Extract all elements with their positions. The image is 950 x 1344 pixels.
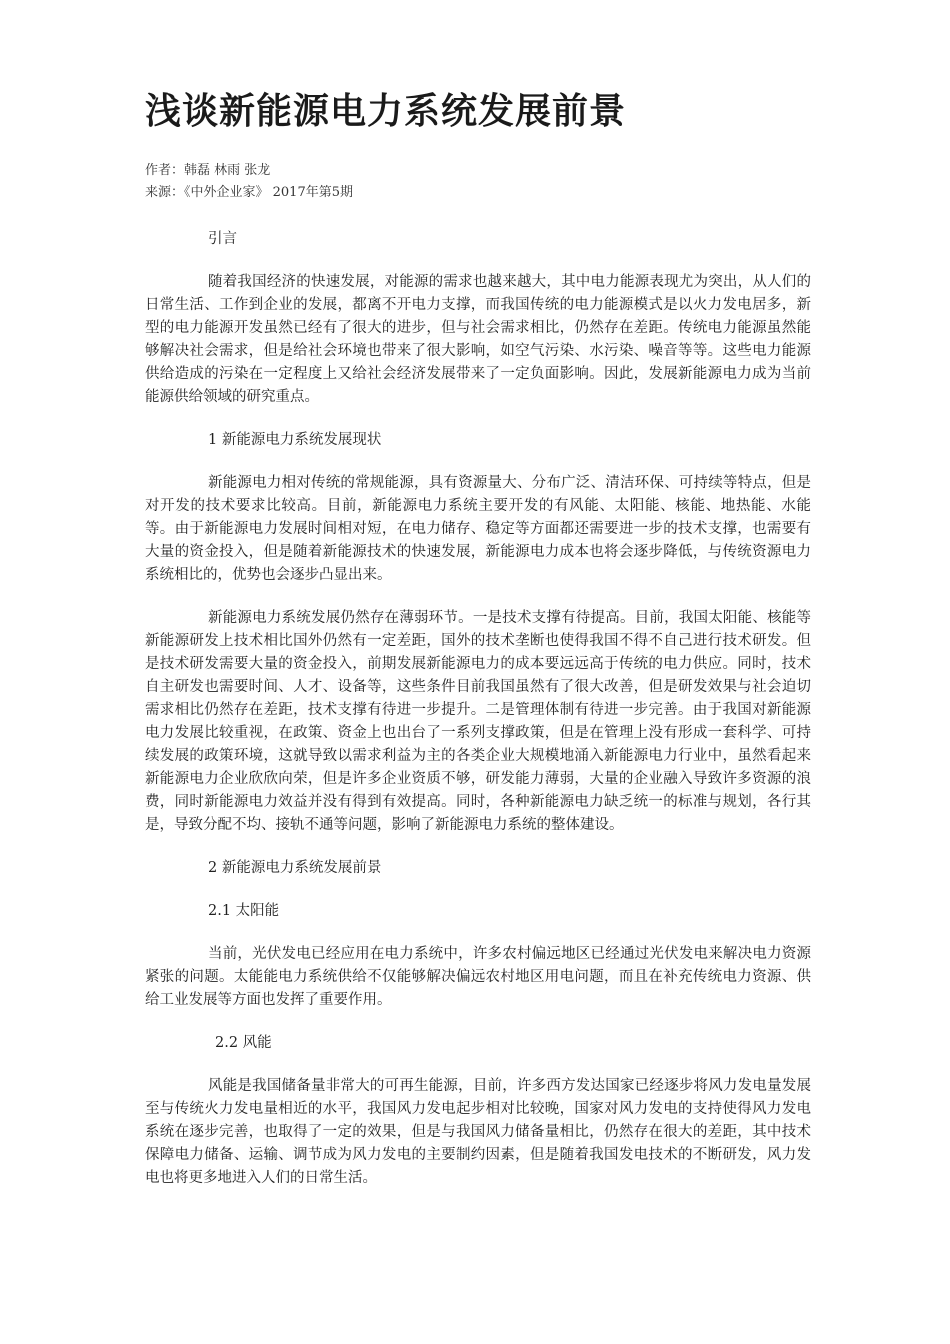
section-2-1-heading: 2.1 太阳能 [208,903,280,919]
section-1-paragraph-1: 新能源电力相对传统的常规能源，具有资源量大、分布广泛、清洁环保、可持续等特点，但是对开发的技术要求比较高。目前，新能源电力系统主要开发的有风能、太阳能、核能、地热能、水能等。由于新能源电力发展时间相对短，在电力储存、稳定等方面都还需要进一步的技术支撑，也需要有大量的资金投入，但是随着新能源技术的快速发展，新能源电力成本也将会逐步降低，与传统资源电力系统相比的，优势也会逐步凸显出来。 [145,475,811,583]
document-page [145,88,811,1190]
section-1-heading: 1 新能源电力系统发展现状 [208,432,382,448]
intro-paragraph: 随着我国经济的快速发展，对能源的需求也越来越大，其中电力能源表现尤为突出，从人们的日常生活、工作到企业的发展，都离不开电力支撑，而我国传统的电力能源模式是以火力发电居多，新型的电力能源开发虽然已经有了很大的进步，但与社会需求相比，仍然存在差距。传统电力能源虽然能够解决社会需求，但是给社会环境也带来了很大影响，如空气污染、水污染、噪音等等。这些电力能源供给造成的污染在一定程度上又给社会经济发展带来了一定负面影响。因此，发展新能源电力成为当前能源供给领域的研究重点。 [145,274,811,405]
source-line: 来源：《中外企业家》 2017年第5期 [145,185,353,200]
section-1-paragraph-2: 新能源电力系统发展仍然存在薄弱环节。一是技术支撑有待提高。目前，我国太阳能、核能等新能源研发上技术相比国外仍然有一定差距，国外的技术垄断也使得我国不得不自己进行技术研发。但是技术研发需要大量的资金投入，前期发展新能源电力的成本要远远高于传统的电力供应。同时，技术自主研发也需要时间、人才、设备等，这些条件目前我国虽然有了很大改善，但是研发效果与社会迫切需求相比仍然存在差距，技术支撑有待进一步提升。二是管理体制有待进一步完善。由于我国对新能源电力发展比较重视，在政策、资金上也出台了一系列支撑政策，但是在管理上没有形成一套科学、可持续发展的政策环境，这就导致以需求利益为主的各类企业大规模地涌入新能源电力行业中，虽然看起来新能源电力企业欣欣向荣，但是许多企业资质不够，研发能力薄弱，大量的企业融入导致许多资源的浪费，同时新能源电力效益并没有得到有效提高。同时，各种新能源电力缺乏统一的标准与规划，各行其是，导致分配不均、接轨不通等问题，影响了新能源电力系统的整体建设。 [145,610,811,833]
intro-heading: 引言 [208,231,237,247]
section-2-2-heading: 2.2 风能 [215,1035,272,1051]
page-title: 浅谈新能源电力系统发展前景 [145,91,627,132]
section-2-heading: 2 新能源电力系统发展前景 [208,860,382,876]
section-2-2-paragraph: 风能是我国储备量非常大的可再生能源，目前，许多西方发达国家已经逐步将风力发电量发展至与传统火力发电量相近的水平，我国风力发电起步相对比较晚，国家对风力发电的支持使得风力发电系统在逐步完善，也取得了一定的效果，但是与我国风力储备量相比，仍然存在很大的差距，其中技术保障电力储备、运输、调节成为风力发电的主要制约因素，但是随着我国发电技术的不断研发，风力发电也将更多地进入人们的日常生活。 [145,1078,811,1186]
authors-line: 作者：韩磊 林雨 张龙 [145,163,271,178]
section-2-1-paragraph: 当前，光伏发电已经应用在电力系统中，许多农村偏远地区已经通过光伏发电来解决电力资源紧张的问题。太能能电力系统供给不仅能够解决偏远农村地区用电问题，而且在补充传统电力资源、供给工业发展等方面也发挥了重要作用。 [145,946,811,1008]
